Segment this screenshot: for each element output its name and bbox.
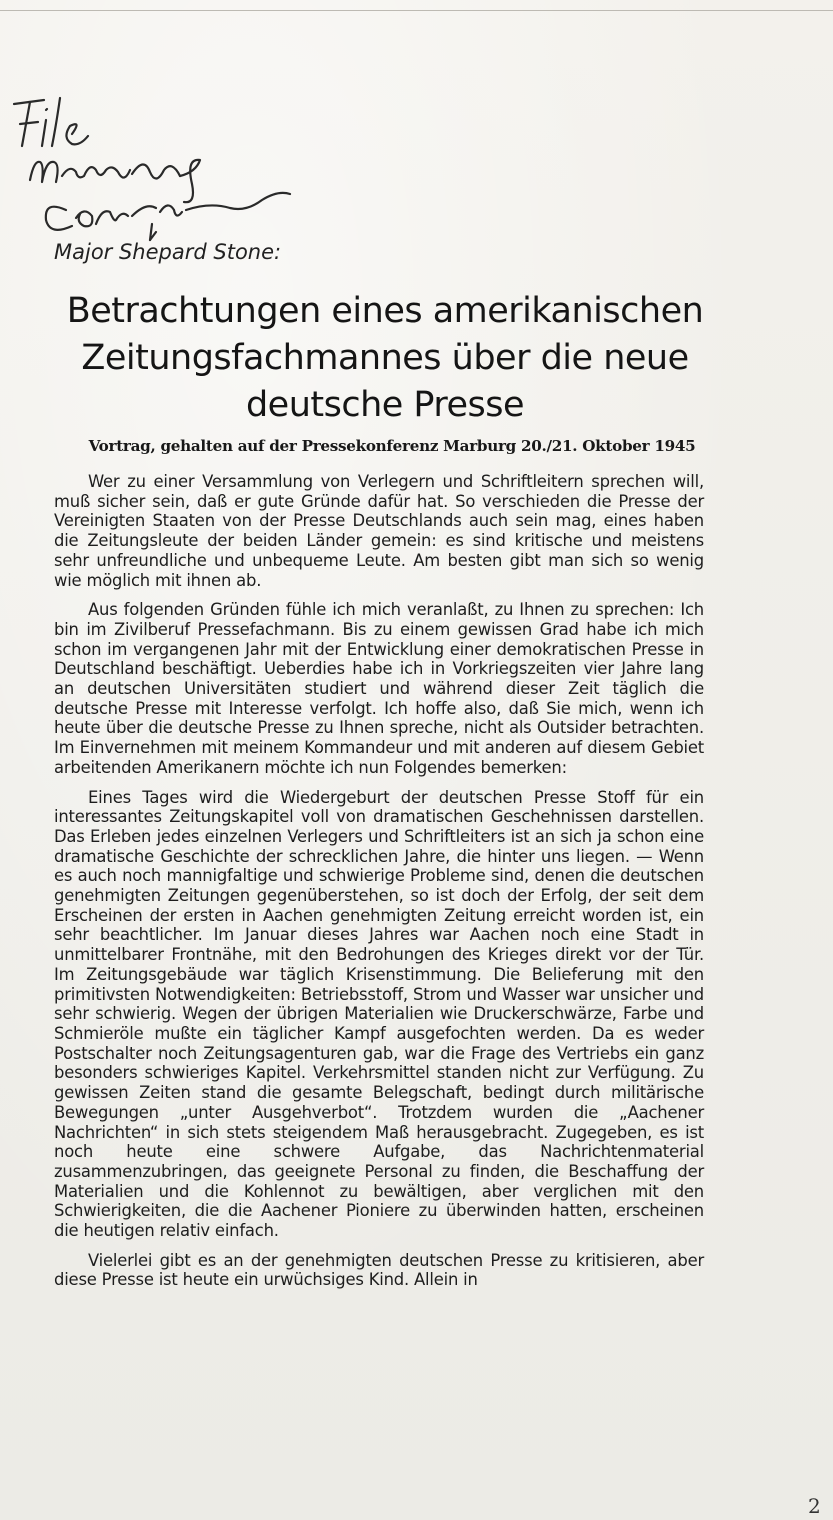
- headline-line-2: Zeitungsfachmannes über die neue: [81, 338, 689, 378]
- handwritten-note-signature: [0, 90, 300, 250]
- headline-line-3: deutsche Presse: [245, 385, 525, 425]
- paragraph: Vielerlei gibt es an der genehmigten deutschen Presse zu kritisieren, aber diese Presse ist heute ein urwüchsiges Kind. Allein in: [54, 1250, 704, 1290]
- page-number: 2: [808, 1494, 821, 1518]
- paragraph: Aus folgenden Gründen fühle ich mich veranlaßt, zu Ihnen zu sprechen: Ich bin im Zivilberuf Pressefachmann. Bis zu einem gewissen Grad habe ich mich schon im vergangenen Jahr mit der Entwicklung einer demokratischen Presse in Deutschland beschäftigt. Ueberdies habe ich in Vorkriegszeiten vier Jahre lang an deutschen Universitäten studiert und während dieser Zeit täglich die deutsche Presse mit Interesse verfolgt. Ich hoffe also, daß Sie mich, wenn ich heute über die deutsche Presse zu Ihnen spreche, nicht als Outsider betrachten. Im Einvernehmen mit meinem Kommandeur und mit anderen auf diesem Gebiet arbeitenden Amerikanern möchte ich nun Folgendes bemerken:: [54, 600, 704, 777]
- byline-author: Major Shepard Stone:: [54, 240, 282, 264]
- article-headline: [40, 288, 730, 429]
- paragraph: Eines Tages wird die Wiedergeburt der deutschen Presse Stoff für ein interessantes Zeitungskapitel voll von dramatischen Geschehnissen darstellen. Das Erleben jedes einzelnen Verlegers und Schriftleiters ist an sich ja schon eine dramatische Geschichte der schrecklichen Jahre, die hinter uns liegen. — Wenn es auch noch mannigfaltige und schwierige Probleme sind, denen die deutschen genehmigten Zeitungen gegenüberstehen, so ist doch der Erfolg, der seit dem Erscheinen der ersten in Aachen genehmigten Zeitung erreicht worden ist, ein sehr beachtlicher. Im Januar dieses Jahres war Aachen noch eine Stadt in unmittelbarer Frontnähe, mit den Bedrohungen des Krieges direkt vor der Tür. Im Zeitungsgebäude war täglich Krisenstimmung. Die Belieferung mit den primitivsten Notwendigkeiten: Betriebsstoff, Strom und Wasser war unsicher und sehr schwierig. Wegen der übrigen Materialien wie Druckerschwärze, Farbe und Schmieröle mußte ein täglicher Kampf ausgefochten werden. Da es weder Postschalter noch Zeitungsagenturen gab, war die Frage des Vertriebs ein ganz besonders schwieriges Kapitel. Verkehrsmittel standen nicht zur Verfügung. Zu gewissen Zeiten stand die gesamte Belegschaft, bedingt durch militärische Bewegungen „unter Ausgehverbot“. Trotzdem wurden die „Aachener Nachrichten“ in sich stets steigendem Maß herausgebracht. Zugegeben, es ist noch heute eine schwere Aufgabe, das Nachrichtenmaterial zusammenzubringen, das geeignete Personal zu finden, die Beschaffung der Materialien und die Kohlennot zu bewältigen, aber verglichen mit den Schwierigkeiten, die die Aachener Pioniere zu überwinden hatten, erscheinen die heutigen relativ einfach.: [54, 787, 704, 1241]
- article-subheading: Vortrag, gehalten auf der Pressekonferenz Marburg 20./21. Oktober 1945: [88, 437, 696, 455]
- headline-line-1: Betrachtungen eines amerikanischen: [66, 291, 704, 331]
- article-body: [54, 472, 704, 1300]
- paragraph: Wer zu einer Versammlung von Verlegern und Schriftleitern sprechen will, muß sicher sein, daß er gute Gründe dafür hat. So verschieden die Presse der Vereinigten Staaten von der Presse Deutschlands auch sein mag, eines haben die Zeitungsleute der beiden Länder gemein: es sind kritische und meistens sehr unfreundliche und unbequeme Leute. Am besten gibt man sich so wenig wie möglich mit ihnen ab.: [54, 472, 704, 590]
- page-top-edge: [0, 0, 833, 11]
